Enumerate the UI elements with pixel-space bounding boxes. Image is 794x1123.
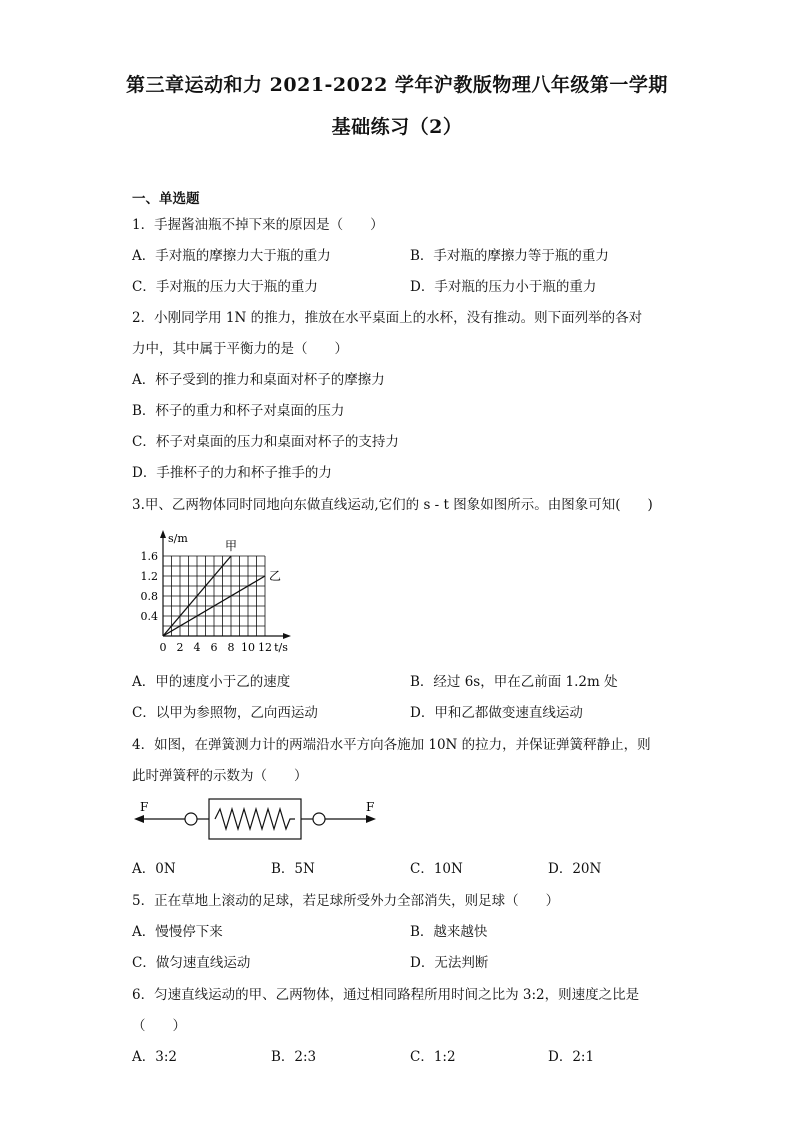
y-tick-label: 0.8 — [140, 590, 158, 603]
q6-stem-line-1: 6．匀速直线运动的甲、乙两物体，通过相同路程所用时间之比为 3:2，则速度之比是 — [132, 987, 640, 1003]
q5-option-b: B．越来越快 — [410, 924, 488, 940]
x-tick-label: 10 — [241, 641, 255, 654]
force-arrowhead-left — [134, 815, 144, 823]
y-axis-label: s/m — [168, 532, 188, 545]
q5-stem: 5．正在草地上滚动的足球，若足球所受外力全部消失，则足球（ ） — [132, 893, 560, 909]
x-axis-arrowhead — [283, 633, 291, 639]
chart-grid — [163, 556, 265, 636]
q5-option-a: A．慢慢停下来 — [132, 924, 223, 940]
q3-option-c: C．以甲为参照物，乙向西运动 — [132, 705, 318, 721]
q1-option-c: C．手对瓶的压力大于瓶的重力 — [132, 279, 318, 295]
force-label-left: F — [140, 800, 149, 814]
q4-stem-line-2: 此时弹簧秤的示数为（ ） — [132, 768, 308, 784]
q6-stem-line-2: （ ） — [132, 1018, 186, 1034]
series-name-label: 乙 — [269, 569, 282, 583]
q3-option-b: B．经过 6s，甲在乙前面 1.2m 处 — [410, 674, 618, 690]
q2-option-a: A．杯子受到的推力和桌面对杯子的摩擦力 — [132, 372, 385, 388]
q3-option-d: D．甲和乙都做变速直线运动 — [410, 705, 583, 721]
x-axis-label: t/s — [274, 641, 288, 654]
q2-stem-line-2: 力中，其中属于平衡力的是（ ） — [132, 341, 348, 357]
x-tick-label: 4 — [193, 641, 201, 654]
q1-option-d: D．手对瓶的压力小于瓶的重力 — [410, 279, 597, 295]
q3-stem: 3.甲、乙两物体同时同地向东做直线运动,它们的 s - t 图象如图所示。由图象可知( ) — [132, 497, 653, 513]
y-tick-label: 1.6 — [140, 550, 158, 563]
q2-option-b: B．杯子的重力和杯子对桌面的压力 — [132, 403, 345, 419]
q6-option-c: C．1:2 — [410, 1049, 456, 1065]
q4-option-a: A．0N — [132, 861, 176, 877]
q2-option-c: C．杯子对桌面的压力和桌面对杯子的支持力 — [132, 434, 399, 450]
hook-ring-right — [313, 813, 325, 825]
x-tick-label: 0 — [159, 641, 167, 654]
series-name-label: 甲 — [225, 539, 238, 553]
q4-option-b: B．5N — [271, 861, 315, 877]
title-line-1: 第三章运动和力 2021-2022 学年沪教版物理八年级第一学期 — [126, 74, 668, 96]
q5-option-d: D．无法判断 — [410, 955, 489, 971]
q6-option-d: D．2:1 — [548, 1049, 595, 1065]
y-tick-label: 1.2 — [140, 570, 158, 583]
q1-option-b: B．手对瓶的摩擦力等于瓶的重力 — [410, 248, 609, 264]
q2-stem-line-1: 2．小刚同学用 1N 的推力，推放在水平桌面上的水杯，没有推动。则下面列举的各对 — [132, 310, 643, 326]
y-tick-label: 0.4 — [140, 610, 158, 623]
force-arrowhead-right — [366, 815, 376, 823]
q5-option-c: C．做匀速直线运动 — [132, 955, 251, 971]
st-graph — [132, 525, 312, 663]
q1-stem: 1．手握酱油瓶不掉下来的原因是（ ） — [132, 217, 384, 233]
x-tick-label: 12 — [258, 641, 272, 654]
spring-scale-figure — [130, 795, 380, 845]
y-axis-arrowhead — [160, 530, 166, 538]
q1-option-a: A．手对瓶的摩擦力大于瓶的重力 — [132, 248, 331, 264]
q6-option-b: B．2:3 — [271, 1049, 317, 1065]
q4-option-d: D．20N — [548, 861, 602, 877]
q6-option-a: A．3:2 — [132, 1049, 177, 1065]
q4-stem-line-1: 4．如图，在弹簧测力计的两端沿水平方向各施加 10N 的拉力，并保证弹簧秤静止，则 — [132, 737, 651, 753]
section-heading: 一、单选题 — [132, 191, 200, 207]
q4-option-c: C．10N — [410, 861, 463, 877]
title-line-2: 基础练习（2） — [331, 116, 463, 138]
q3-option-a: A．甲的速度小于乙的速度 — [132, 674, 291, 690]
x-tick-label: 8 — [227, 641, 235, 654]
force-label-right: F — [366, 800, 375, 814]
hook-ring-left — [185, 813, 197, 825]
x-tick-label: 2 — [176, 641, 184, 654]
x-tick-label: 6 — [210, 641, 218, 654]
q2-option-d: D．手推杯子的力和杯子推手的力 — [132, 465, 332, 481]
